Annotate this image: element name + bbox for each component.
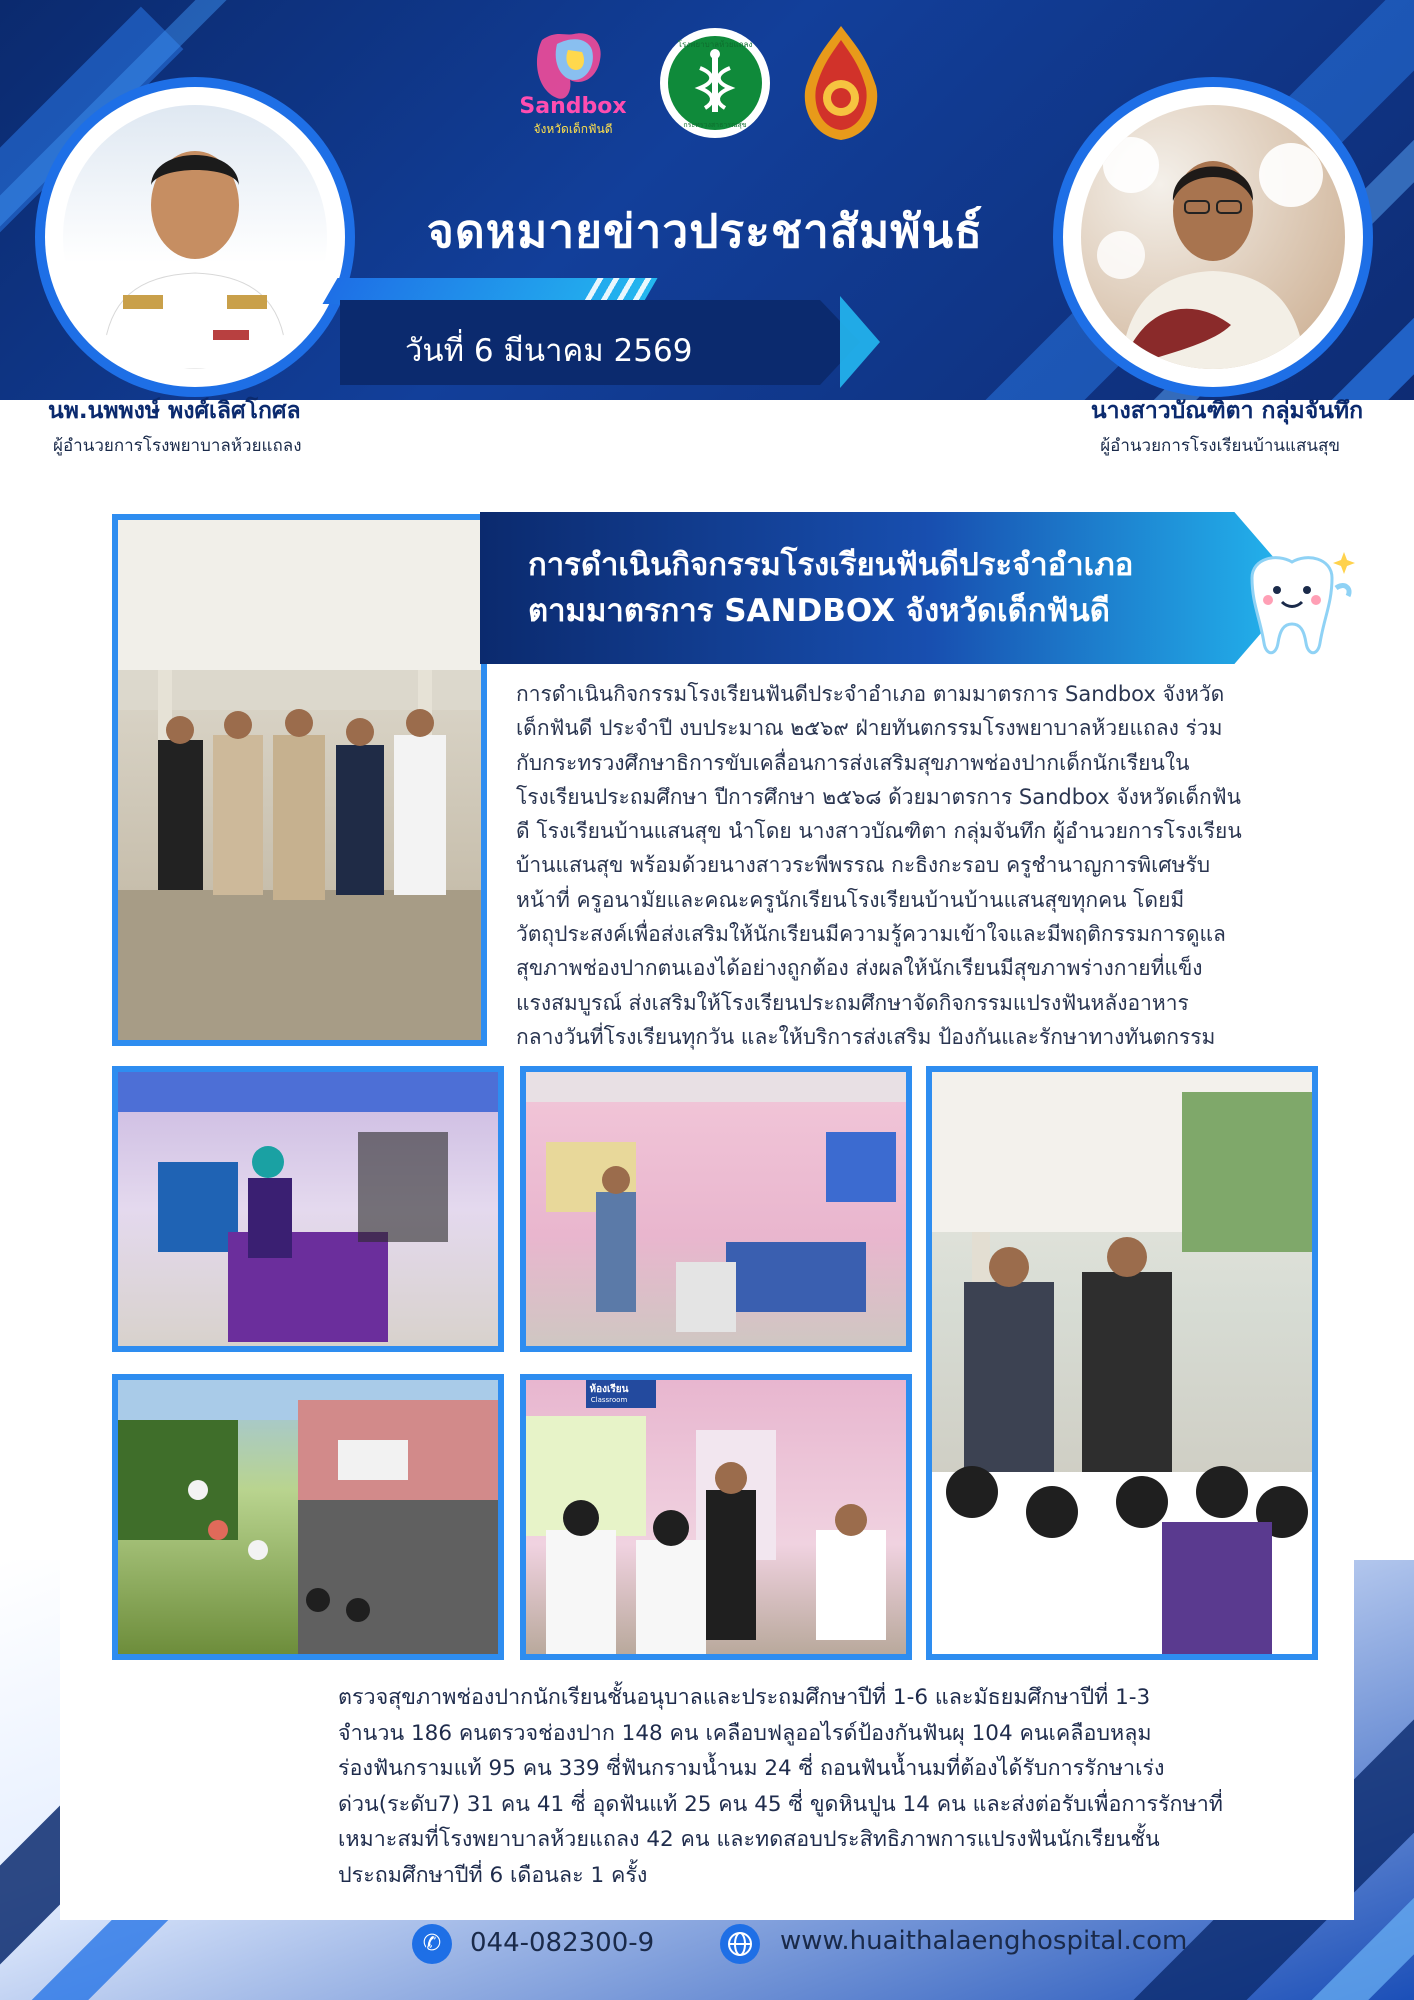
article-line: ดี โรงเรียนบ้านแสนสุข นำโดย นางสาวบัณฑิตา กลุ่มจันทึก ผู้อำนวยการโรงเรียน <box>516 819 1242 844</box>
right-person-role: ผู้อำนวยการโรงเรียนบ้านแสนสุข <box>1100 436 1340 456</box>
article-line: บ้านแสนสุข พร้อมด้วยนางสาวระพีพรรณ กะธิงกะรอบ ครูชำนาญการพิเศษรับ <box>516 853 1211 878</box>
summary-line: เหมาะสมที่โรงพยาบาลห้วยแถลง 42 คน และทดสอบประสิทธิภาพการแปรงฟันนักเรียนชั้น <box>338 1827 1160 1852</box>
ministry-education-emblem <box>796 26 886 142</box>
article-line: เด็กฟันดี ประจำปี งบประมาณ ๒๕๖๙ ฝ่ายทันตกรรมโรงพยาบาลห้วยแถลง ร่วม <box>516 716 1223 741</box>
summary-line: ร่องฟันกรามแท้ 95 คน 339 ซี่ฟันกรามน้ำนม 24 ซี่ ถอนฟันน้ำนมที่ต้องได้รับการรักษาเร่ง <box>338 1756 1165 1781</box>
summary-line: ประถมศึกษาปีที่ 6 เดือนละ 1 ครั้ง <box>338 1862 648 1888</box>
summary-line: ด่วน(ระดับ7) 31 คน 41 ซี่ อุดฟันแท้ 25 คน 45 ซี่ ขูดหินปูน 14 คน และส่งต่อรับเพื่อการรักษาที่ <box>338 1791 1223 1817</box>
article-body <box>516 677 1316 1054</box>
globe-icon <box>720 1924 760 1964</box>
photo-dental-treatment-2 <box>520 1066 912 1352</box>
newsletter-date: วันที่ 6 มีนาคม 2569 <box>405 333 693 369</box>
website-link[interactable]: www.huaithalaenghospital.com <box>780 1926 1188 1956</box>
sandbox-logo-subtext: จังหวัดเด็กฟันดี <box>533 122 613 136</box>
date-banner-chevron <box>840 296 880 388</box>
tooth-mascot-icon <box>1232 548 1372 668</box>
sandbox-logo-text: Sandbox <box>519 94 627 119</box>
summary-line: จำนวน 186 คนตรวจช่องปาก 148 คน เคลือบฟลูออไรด์ป้องกันฟันผุ 104 คนเคลือบหลุม <box>338 1720 1152 1746</box>
newsletter-title: จดหมายข่าวประชาสัมพันธ์ <box>426 204 984 258</box>
article-line: การดำเนินกิจกรรมโรงเรียนฟันดีประจำอำเภอ ตามมาตรการ Sandbox จังหวัด <box>516 682 1225 706</box>
classroom-sign-th: ห้องเรียน <box>589 1384 629 1395</box>
photo-classroom-check <box>520 1374 912 1660</box>
article-line: วัตถุประสงค์เพื่อส่งเสริมให้นักเรียนมีความรู้ความเข้าใจและมีพฤติกรรมการดูแล <box>516 922 1226 947</box>
phone-number[interactable]: 044-082300-9 <box>470 1928 655 1958</box>
article-line: โรงเรียนประถมศึกษา ปีการศึกษา ๒๕๖๘ ด้วยมาตรการ Sandbox จังหวัดเด็กฟัน <box>516 784 1241 809</box>
left-person-role: ผู้อำนวยการโรงพยาบาลห้วยแถลง <box>53 436 302 456</box>
article-title-line2: ตามมาตรการ SANDBOX จังหวัดเด็กฟันดี <box>528 593 1110 629</box>
photo-outdoor-brushing <box>112 1374 504 1660</box>
right-person-name: นางสาวบัณฑิตา กลุ่มจันทึก <box>1090 398 1363 424</box>
article-line: หน้าที่ ครูอนามัยและคณะครูนักเรียนโรงเรียนบ้านบ้านแสนสุขทุกคน โดยมี <box>516 887 1185 912</box>
article-line: สุขภาพช่องปากตนเองได้อย่างถูกต้อง ส่งผลให้นักเรียนมีสุขภาพร่างกายที่แข็ง <box>516 956 1203 981</box>
phone-icon: ✆ <box>412 1924 452 1964</box>
photo-dental-treatment-1 <box>112 1066 504 1352</box>
hospital-logo-text: โรงพยาบาลห้วยแถลง <box>677 40 753 49</box>
classroom-sign-en: Classroom <box>590 1396 628 1404</box>
group-photo-main <box>112 514 487 1046</box>
hospital-logo <box>660 28 770 138</box>
article-title-line1: การดำเนินกิจกรรมโรงเรียนฟันดีประจำอำเภอ <box>528 547 1134 583</box>
article-line: แรงสมบูรณ์ ส่งเสริมให้โรงเรียนประถมศึกษาจัดกิจกรรมแปรงฟันหลังอาหาร <box>516 990 1189 1015</box>
classroom-sign <box>574 1384 644 1405</box>
hospital-logo-subtext: กระทรวงสาธารณสุข <box>683 121 747 129</box>
article-line: กับกระทรวงศึกษาธิการขับเคลื่อนการส่งเสริมสุขภาพช่องปากเด็กนักเรียนใน <box>516 750 1190 775</box>
director-school-portrait <box>1063 87 1363 387</box>
photo-oral-health-talk <box>926 1066 1318 1660</box>
article-line: กลางวันที่โรงเรียนทุกวัน และให้บริการส่งเสริม ป้องกันและรักษาทางทันตกรรม <box>516 1024 1216 1049</box>
summary-line: ตรวจสุขภาพช่องปากนักเรียนชั้นอนุบาลและประถมศึกษาปีที่ 1-6 และมัธยมศึกษาปีที่ 1-3 <box>338 1685 1151 1710</box>
summary-text <box>338 1680 1338 1893</box>
left-person-name: นพ.นพพงษ์ พงศ์เลิศโกศล <box>48 398 301 424</box>
sandbox-logo <box>512 20 634 142</box>
director-hospital-portrait <box>45 87 345 387</box>
